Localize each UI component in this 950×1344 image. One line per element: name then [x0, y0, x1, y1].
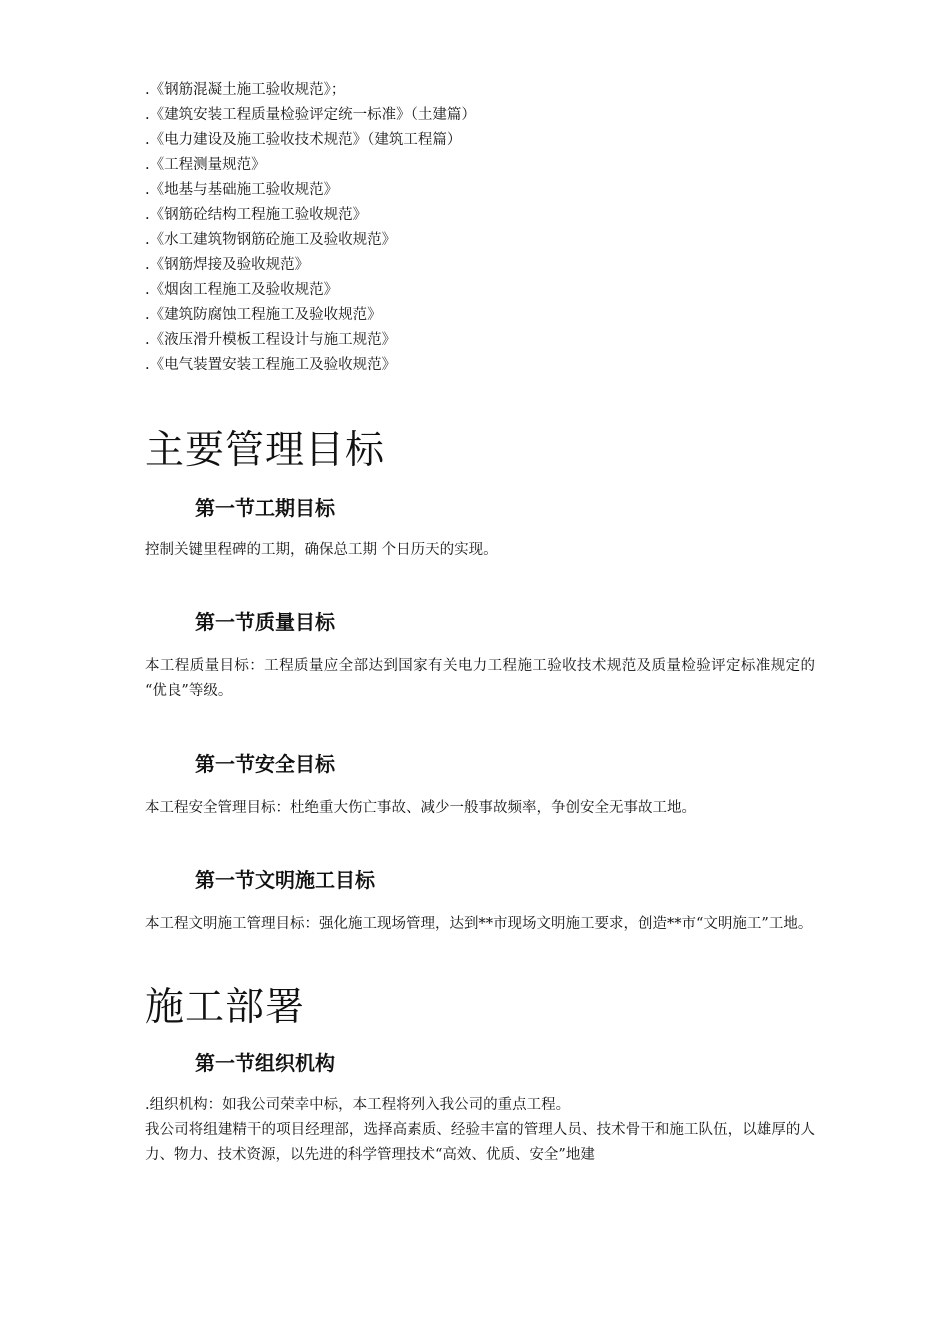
chapter-title-goals: 主要管理目标 [145, 428, 386, 473]
reference-list [145, 78, 815, 378]
organization-body: 我公司将组建精干的项目经理部，选择高素质、经验丰富的管理人员、技术骨干和施工队伍，以雄厚的人力、物力、技术资源，以先进的科学管理技术“高效、优质、安全”地建 [145, 1122, 815, 1163]
reference-item: .《电力建设及施工验收技术规范》（建筑工程篇） [145, 132, 462, 148]
section-heading-organization: 第一节组织机构 [195, 1051, 335, 1075]
reference-item: .《水工建筑物钢筋砼施工及验收规范》 [145, 232, 397, 248]
section-heading-schedule: 第一节工期目标 [195, 496, 335, 520]
reference-item: .《液压滑升模板工程设计与施工规范》 [145, 332, 397, 348]
document-page [145, 78, 815, 1168]
section-heading-quality: 第一节质量目标 [195, 610, 335, 634]
reference-item: .《工程测量规范》 [145, 157, 266, 173]
reference-item: .《钢筋砼结构工程施工验收规范》 [145, 207, 368, 223]
reference-item: .《烟囱工程施工及验收规范》 [145, 282, 339, 298]
reference-item: .《钢筋混凝土施工验收规范》； [145, 82, 346, 98]
section-body-quality: 本工程质量目标：工程质量应全部达到国家有关电力工程施工验收技术规范及质量检验评定标准规定的 “优良”等级。 [145, 658, 815, 699]
section-body-civilized: 本工程文明施工管理目标：强化施工现场管理，达到**市现场文明施工要求，创造**市“文明施工”工地。 [145, 916, 813, 932]
section-body-safety: 本工程安全管理目标：杜绝重大伤亡事故、减少一般事故频率，争创安全无事故工地。 [145, 800, 696, 816]
reference-item: .《钢筋焊接及验收规范》 [145, 257, 310, 273]
section-heading-safety: 第一节安全目标 [195, 752, 335, 776]
organization-line: .组织机构：如我公司荣幸中标，本工程将列入我公司的重点工程。 [145, 1097, 571, 1113]
section-heading-civilized: 第一节文明施工目标 [195, 868, 375, 892]
reference-item: .《建筑防腐蚀工程施工及验收规范》 [145, 307, 382, 323]
section-body-schedule: 控制关键里程碑的工期，确保总工期 个日历天的实现。 [145, 542, 498, 558]
reference-item: .《电气装置安装工程施工及验收规范》 [145, 357, 397, 373]
chapter-title-deploy: 施工部署 [145, 985, 306, 1030]
reference-item: .《地基与基础施工验收规范》 [145, 182, 339, 198]
reference-item: .《建筑安装工程质量检验评定统一标准》（土建篇） [145, 107, 476, 123]
